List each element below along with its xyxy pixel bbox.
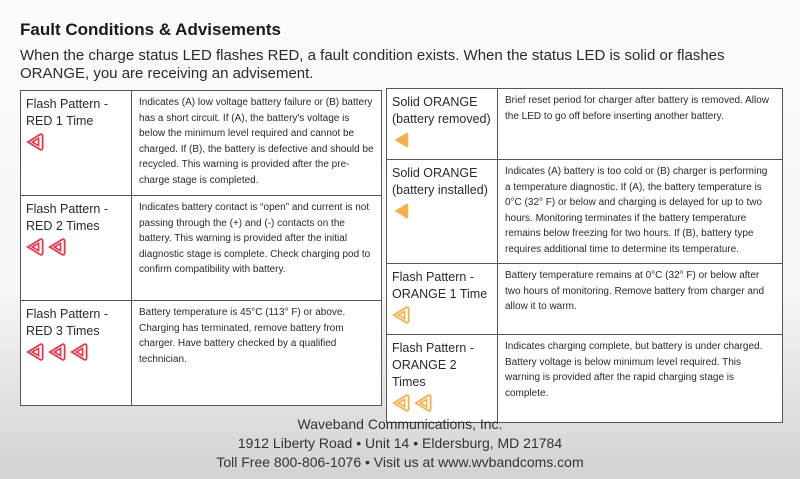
pattern-label: Flash Pattern - bbox=[392, 341, 474, 355]
footer-contact: Toll Free 800-806-1076 • Visit us at www.wvbandcoms.com bbox=[216, 454, 584, 470]
led-indicator bbox=[392, 306, 492, 329]
pattern-label: Flash Pattern - bbox=[392, 270, 474, 284]
orange-flash-triangle-icon bbox=[392, 306, 410, 329]
red-flash-triangle-icon bbox=[26, 238, 44, 261]
footer-company: Waveband Communications, Inc. bbox=[297, 416, 503, 432]
pattern-cell bbox=[21, 91, 132, 196]
red-flash-triangle-icon bbox=[26, 133, 44, 156]
led-indicator bbox=[392, 131, 492, 154]
table-row bbox=[387, 264, 783, 335]
red-fault-table bbox=[20, 90, 382, 406]
orange-solid-triangle-icon bbox=[392, 131, 410, 154]
orange-flash-triangle-icon bbox=[392, 394, 410, 417]
table-row bbox=[21, 301, 382, 406]
description-cell: Indicates battery contact is “open” and current is not passing through the (+) and (-) contacts on the battery. This warning is provided after the initial diagnostic stage is complete. Check charging pod to confirm compatibility with battery. bbox=[132, 196, 382, 301]
pattern-cell bbox=[387, 335, 498, 423]
pattern-label-detail: ORANGE 1 Time bbox=[392, 287, 488, 301]
orange-flash-triangle-icon bbox=[414, 394, 432, 417]
pattern-label: Flash Pattern - bbox=[26, 97, 108, 111]
pattern-label: Flash Pattern - bbox=[26, 202, 108, 216]
table-row bbox=[387, 89, 783, 160]
orange-advisement-table bbox=[386, 88, 783, 423]
pattern-cell bbox=[387, 160, 498, 264]
footer bbox=[0, 415, 800, 472]
table-row bbox=[21, 196, 382, 301]
pattern-label-detail: RED 3 Times bbox=[26, 324, 100, 338]
led-indicator bbox=[392, 202, 492, 225]
description-cell: Indicates charging complete, but battery is under charged. Battery voltage is below minimum level required. This warning is provided after the rapid charging stage is complete. bbox=[498, 335, 783, 423]
description-cell: Indicates (A) battery is too cold or (B) charger is performing a temperature diagnostic. If (A), the battery temperature is 0°C (32° F) or below and charging is delayed for up to two hours. Monitoring terminates if the battery temperature remains below freezing for two hours. If (B), battery type requires additional time to determine its temperature. bbox=[498, 160, 783, 264]
red-flash-triangle-icon bbox=[70, 343, 88, 366]
led-indicator bbox=[392, 394, 492, 417]
red-flash-triangle-icon bbox=[48, 238, 66, 261]
pattern-cell bbox=[387, 89, 498, 160]
red-flash-triangle-icon bbox=[26, 343, 44, 366]
pattern-cell bbox=[387, 264, 498, 335]
table-row bbox=[21, 91, 382, 196]
description-cell: Battery temperature is 45°C (113° F) or above. Charging has terminated, remove battery from charger. Have battery checked by a qualified technician. bbox=[132, 301, 382, 406]
description-cell: Brief reset period for charger after battery is removed. Allow the LED to go off before inserting another battery. bbox=[498, 89, 783, 160]
footer-address: 1912 Liberty Road • Unit 14 • Eldersburg, MD 21784 bbox=[237, 435, 563, 451]
pattern-label: Solid ORANGE bbox=[392, 166, 478, 180]
intro-text: When the charge status LED flashes RED, a fault condition exists. When the status LED is solid or flashes ORANGE, you are receiving an advisement. bbox=[20, 47, 725, 82]
led-indicator bbox=[26, 238, 126, 261]
description-cell: Battery temperature remains at 0°C (32° F) or below after two hours of monitoring. Remove battery from charger and allow it to warm. bbox=[498, 264, 783, 335]
led-indicator bbox=[26, 133, 126, 156]
pattern-label-detail: RED 1 Time bbox=[26, 114, 94, 128]
red-flash-triangle-icon bbox=[48, 343, 66, 366]
pattern-label: Solid ORANGE bbox=[392, 95, 478, 109]
pattern-cell bbox=[21, 196, 132, 301]
orange-solid-triangle-icon bbox=[392, 202, 410, 225]
description-cell: Indicates (A) low voltage battery failure or (B) battery has a short circuit. If (A), the battery's voltage is below the minimum level required and cannot be charged. If (B), the battery is defective and should be recycled. This warning is provided after the pre-charge stage is completed. bbox=[132, 91, 382, 196]
pattern-label-detail: RED 2 Times bbox=[26, 219, 100, 233]
led-indicator bbox=[26, 343, 126, 366]
page-title: Fault Conditions & Advisements bbox=[20, 20, 282, 39]
pattern-label-detail: (battery installed) bbox=[392, 183, 488, 197]
table-row bbox=[387, 160, 783, 264]
table-row bbox=[387, 335, 783, 423]
pattern-cell bbox=[21, 301, 132, 406]
pattern-label-detail: (battery removed) bbox=[392, 112, 491, 126]
pattern-label-detail: ORANGE 2 Times bbox=[392, 358, 457, 389]
pattern-label: Flash Pattern - bbox=[26, 307, 108, 321]
